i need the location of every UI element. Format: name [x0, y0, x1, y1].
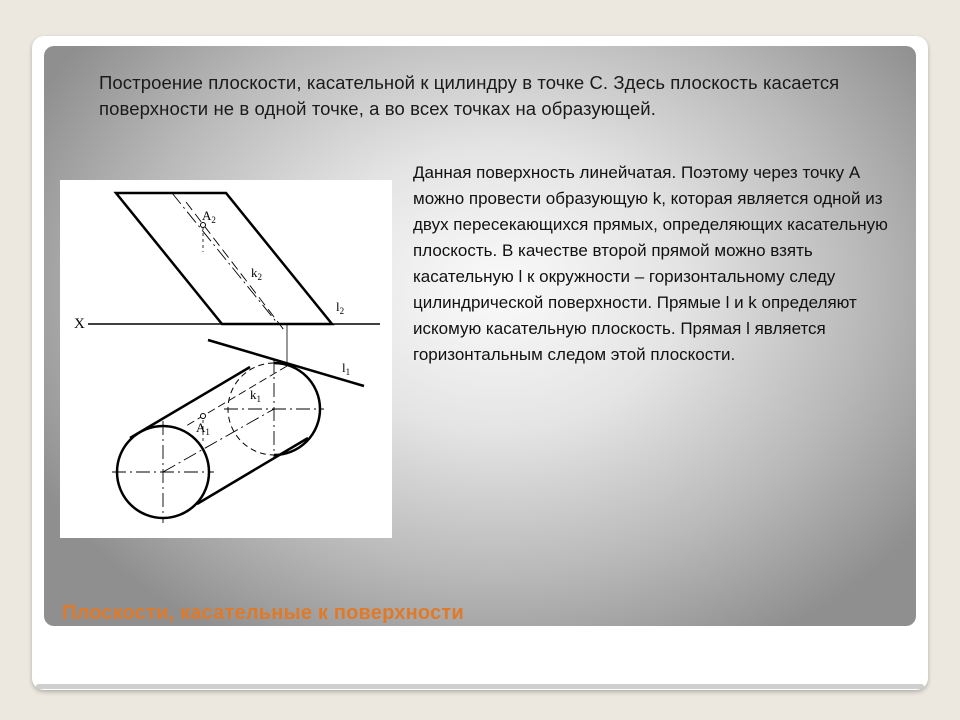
label-k2: $k_2$ — [251, 265, 262, 282]
frontal-axis-line — [172, 193, 278, 324]
generatrix-k2-line — [186, 202, 284, 330]
cylinder-bottom-generatrix — [197, 438, 308, 504]
label-a1: $A_1$ — [196, 420, 210, 437]
label-l1: $l_1$ — [342, 360, 351, 377]
cylinder-tangent-plane-drawing — [60, 180, 392, 538]
drawing-svg — [60, 180, 392, 538]
label-l2: $l_2$ — [336, 299, 345, 316]
slide-footer-title: Плоскости, касательные к поверхности — [62, 602, 464, 624]
slide-bottom-strip — [36, 684, 924, 689]
x-axis-label: X — [74, 316, 85, 332]
frontal-projection-outline — [116, 193, 332, 324]
point-a1 — [201, 414, 206, 419]
label-a2: $A_2$ — [202, 208, 216, 225]
cylinder-axis-line — [163, 409, 274, 472]
point-a2 — [201, 223, 206, 228]
intro-paragraph: Построение плоскости, касательной к цилиндру в точке С. Здесь плоскость касается поверхности не в одной точке, а во всех точках на образующей. — [99, 72, 840, 119]
explanation-paragraph: Данная поверхность линейчатая. Поэтому через точку А можно провести образующую k, которая является одной из двух пересекающихся прямых, определяющих касательную плоскость. В качестве второй прямой можно взять касательную l к окружности – горизонтальному следу цилиндрической поверхности. Прямые l и k определяют искомую касательную плоскость. Прямая l является горизонтальным следом этой плоскости. — [413, 163, 888, 364]
label-k1: $k_1$ — [250, 387, 261, 404]
